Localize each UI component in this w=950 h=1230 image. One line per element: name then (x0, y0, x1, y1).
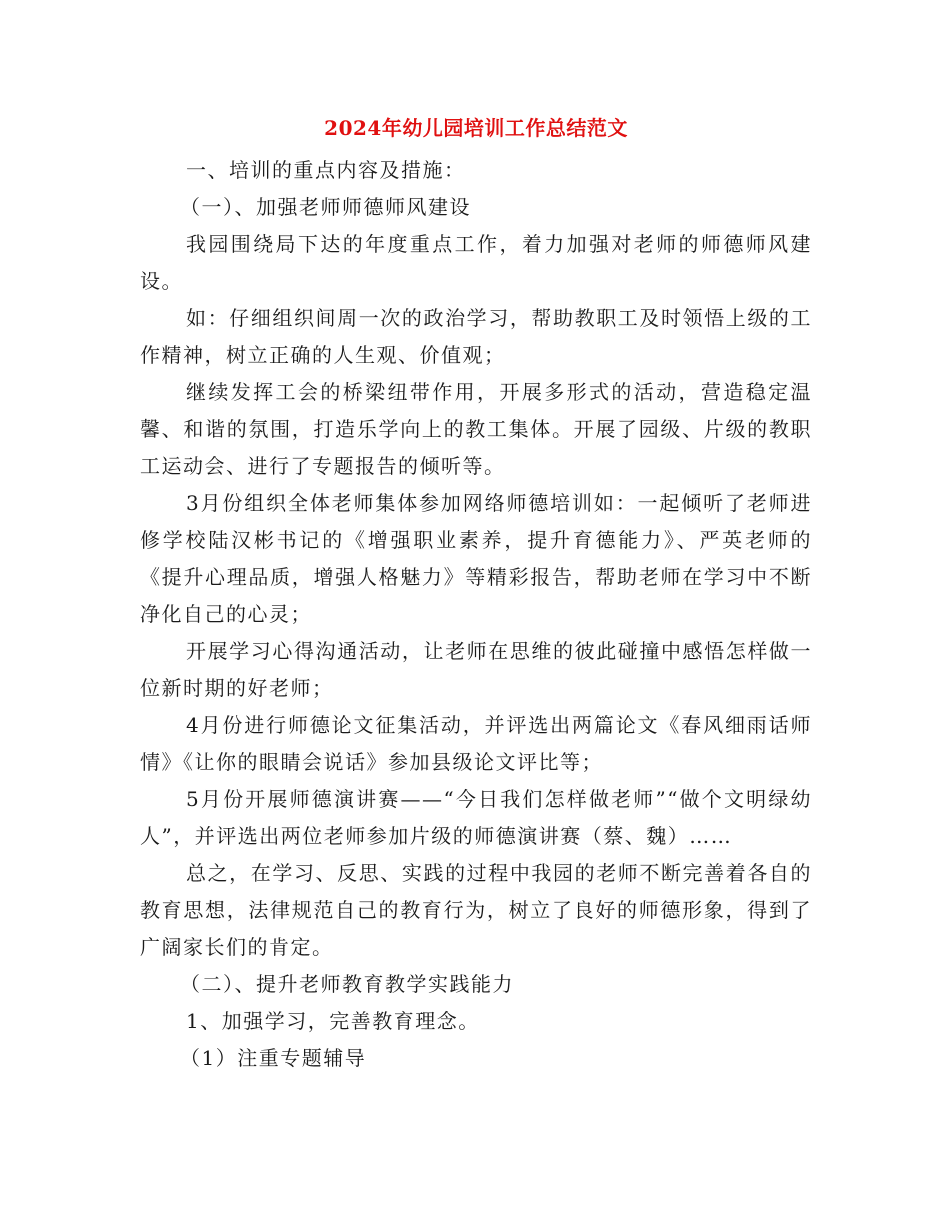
subsection-heading-1: （一）、加强老师师德师风建设 (180, 195, 471, 219)
section-heading-1: 一、培训的重点内容及措施： (186, 158, 466, 182)
list-item-heading: 1、加强学习，完善教育理念。 (186, 1009, 480, 1033)
document-title: 2024年幼儿园培训工作总结范文 (324, 116, 628, 140)
body-paragraph: 我园围绕局下达的年度重点工作，着力加强对老师的师德师风建设。 (140, 232, 812, 293)
body-paragraph: 如：仔细组织间周一次的政治学习，帮助教职工及时领悟上级的工作精神，树立正确的人生观、价值观； (140, 306, 812, 367)
sub-list-item-heading: （1）注重专题辅导 (180, 1046, 367, 1070)
subsection-heading-2: （二）、提升老师教育教学实践能力 (180, 972, 514, 996)
body-paragraph: 5月份开展师德演讲赛——“今日我们怎样做老师”“做个文明绿幼人”，并评选出两位老师参加片级的师德演讲赛（蔡、魏）…… (140, 787, 812, 848)
body-paragraph: 开展学习心得沟通活动，让老师在思维的彼此碰撞中感悟怎样做一位新时期的好老师； (140, 639, 812, 700)
body-paragraph: 总之，在学习、反思、实践的过程中我园的老师不断完善着各自的教育思想，法律规范自己的教育行为，树立了良好的师德形象，得到了广阔家长们的肯定。 (140, 861, 812, 959)
document-page (140, 110, 812, 1077)
body-paragraph: 继续发挥工会的桥梁纽带作用，开展多形式的活动，营造稳定温馨、和谐的氛围，打造乐学向上的教工集体。开展了园级、片级的教职工运动会、进行了专题报告的倾听等。 (140, 380, 812, 478)
body-paragraph: 3月份组织全体老师集体参加网络师德培训如：一起倾听了老师进修学校陆汉彬书记的《增强职业素养，提升育德能力》、严英老师的《提升心理品质，增强人格魅力》等精彩报告，帮助老师在学习中不断净化自己的心灵； (140, 491, 812, 626)
body-paragraph: 4月份进行师德论文征集活动，并评选出两篇论文《春风细雨话师情》《让你的眼睛会说话》参加县级论文评比等； (140, 713, 812, 774)
